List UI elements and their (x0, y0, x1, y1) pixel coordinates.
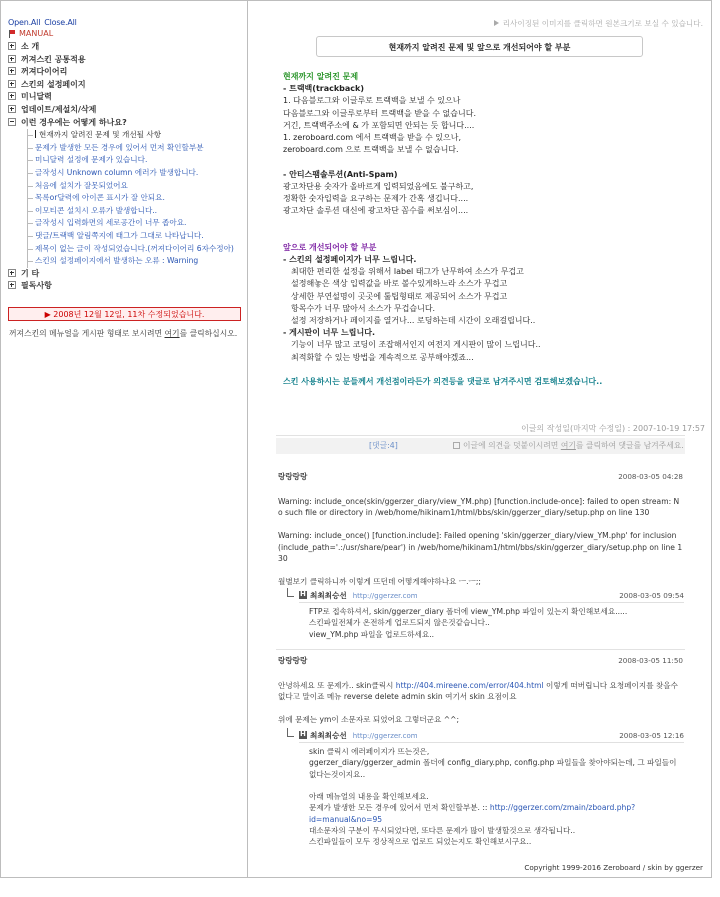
collapse-icon (8, 118, 16, 126)
reply-line: FTP로 접속하셔서, skin/ggerzer_diary 폴더에 view_YM.php 파일이 있는지 확인해보세요..... (309, 607, 628, 616)
note-text: 를 클릭하십시오. (179, 329, 238, 338)
article-line: zeroboard.com 으로 트랙백을 보낼 수 없습니다. (283, 145, 459, 155)
comment-author: 랑랑랑랑 (278, 656, 308, 665)
spacer (278, 703, 683, 715)
comment-bar (276, 438, 685, 454)
divider (276, 435, 685, 436)
board-view-link[interactable]: 여기 (164, 329, 180, 338)
subitem-label: 현재까지 알려진 문제 및 개선될 사항 (39, 130, 162, 140)
reply-url[interactable]: http://ggerzer.com (352, 592, 418, 600)
comment-reply (299, 730, 684, 848)
hint-text: 이글에 의견을 덧붙이시려면 (463, 441, 561, 450)
article-line: 설정 저장하거나 페이지를 열거나... 로딩하는데 시간이 오래걸립니다.. (291, 316, 536, 326)
reply-line: ggerzer_diary/ggerzer_admin 폴더에 config_diary.php, config.php 파일들을 찾아야되는데, 그 파일들이 없다는것이지요.. (309, 758, 677, 779)
article-line: 거긴, 트랙백주소에 & 가 포함되면 안되는 듯 합니다.... (283, 120, 475, 130)
article-line: 다음블로그와 이글루로부터 트랙백을 받을 수 없습니다. (283, 108, 476, 118)
subitem-label: 글작성시 입력화면의 세로공간이 너무 좁아요. (35, 218, 187, 228)
copyright: Copyright 1999-2016 Zeroboard / skin by ggerzer (524, 863, 703, 872)
subitem[interactable] (25, 243, 250, 256)
spacer (283, 217, 683, 229)
manual-link[interactable]: http://ggerzer.com/zmain/zboard.php?id=manual&no=95 (309, 803, 636, 824)
closing-note: 스킨 사용하시는 분들께서 개선점이라든가 의견등을 댓글로 남겨주시면 검토해보겠습니다.. (283, 377, 603, 387)
tree-item-label: 꺼져다이어리 (21, 67, 68, 77)
article-line: 최대한 편리한 설정을 위해서 label 태그가 난무하여 소스가 무겁고 (291, 267, 524, 277)
subitem-label: 제목이 없는 글이 작성되었습니다.(꺼져다이어리 6자수정아) (35, 243, 234, 253)
comment-reply (299, 590, 684, 640)
comment-line: Warning: include_once() [function.include]: Failed opening 'skin/ggerzer_diary/view_YM.php' for inclusion (include_path='.:/usr/share/pear') in /web/home/hikinam1/html/bbs/skin/ggerzer_diary/setup.php on line 130 (278, 531, 683, 563)
article-line: 정확한 숫자입력을 요구하는 문제가 간혹 생깁니다.... (283, 194, 469, 204)
expand-icon (8, 80, 16, 88)
subitem-label: 스킨의 설정페이지에서 발생하는 오류 : Warning (35, 256, 199, 266)
comment-write-link[interactable]: 여기 (560, 441, 576, 450)
article-line: 1. zeroboard.com 에서 트랙백을 받을 수 있으나, (283, 133, 462, 143)
homepage-icon[interactable] (299, 591, 307, 599)
comment-date: 2008-03-05 11:50 (618, 656, 683, 665)
tree-item-label: 꺼져스킨 공통적용 (21, 54, 86, 64)
note-text: 꺼져스킨의 메뉴얼을 게시판 형태로 보시려면 (9, 329, 165, 338)
tree-item-must-read[interactable] (8, 280, 248, 293)
reply-line: 스킨파일들이 모두 정상적으로 업로드 되었는지도 확인해보시구요.. (309, 837, 532, 847)
reply-line: 아래 메뉴얼의 내용을 확인해보세요. (309, 792, 429, 802)
main-content (249, 1, 711, 877)
article-line: 항목수가 너무 많아서 소스가 무겁습니다. (291, 303, 436, 313)
tree-item-label: 기 타 (21, 268, 40, 278)
reply-text (299, 606, 684, 640)
reply-line: 스킨파일전체가 온전하게 업로드되지 않은것같습니다.. (309, 618, 490, 628)
spacer (283, 230, 683, 242)
error-page-link[interactable]: http://404.mireene.com/error/404.html (395, 680, 544, 690)
article-line: 최적화할 수 있는 방법을 계속적으로 공부해야겠죠... (291, 352, 474, 362)
post-date: 이글의 작성일(마지막 수정일) : 2007-10-19 17:57 (521, 424, 705, 433)
resize-hint (494, 18, 703, 29)
subitem-label: 처음에 설치가 잘못되었어요 (35, 180, 128, 190)
subitem[interactable] (25, 230, 250, 243)
expand-icon (8, 105, 16, 113)
spacer (278, 519, 683, 531)
subitem-label: 목록or달력에 아이콘 표시가 잘 안되요. (35, 193, 165, 203)
spacer (309, 780, 684, 791)
reply-header (299, 590, 684, 603)
tree-item-faq[interactable] (8, 117, 248, 130)
open-all-link[interactable]: Open.All (8, 18, 41, 27)
flag-icon (9, 30, 15, 37)
subsection-heading: - 게시판이 너무 느립니다. (283, 328, 375, 338)
manual-tree (8, 41, 248, 293)
reply-date: 2008-03-05 12:16 (619, 731, 684, 740)
faq-subtree (25, 129, 250, 268)
article-line: 광고차단용 숫자가 올바르게 입력되었음에도 불구하고, (283, 181, 474, 191)
spacer (283, 364, 683, 376)
expand-icon (8, 281, 16, 289)
article-line: 1. 다음블로그와 이글루로 트랙백을 보낼 수 있으나 (283, 96, 461, 106)
article-body (283, 71, 683, 388)
reply-arrow-icon (287, 728, 294, 737)
tree-item-label: 스킨의 설정페이지 (21, 79, 86, 89)
tree-item-label: 필독사항 (21, 281, 52, 291)
reply-text-part: 문제가 발생한 모든 경우에 있어서 먼저 확인할부분. :: (309, 803, 490, 813)
expand-icon (8, 67, 16, 75)
reply-arrow-icon (287, 588, 294, 597)
tree-item-settings-page[interactable] (8, 79, 248, 92)
subitem-label: 이모티콘 설치시 오류가 발생합니다.. (35, 205, 158, 215)
subitem-current[interactable] (25, 129, 250, 142)
hint-text: 리사이징된 이미지를 클릭하면 원본크기로 보실 수 있습니다. (502, 19, 703, 28)
checkbox-icon (453, 442, 460, 449)
subitem[interactable] (25, 217, 250, 230)
expand-icon (8, 55, 16, 63)
section-heading: 현재까지 알려진 문제 (283, 72, 359, 81)
comment-line: 위에 문제는 ym이 소문자로 되었어요 그렇더군요 ^^; (278, 715, 460, 724)
reply-author: 최최최승선 (310, 731, 347, 740)
comment-date: 2008-03-05 04:28 (618, 472, 683, 481)
subitem-label: 글작성시 Unknown column 에러가 발생합니다. (35, 167, 199, 177)
tree-item-etc[interactable] (8, 268, 248, 281)
reply-line: skin 클릭시 에러페이지가 뜨는것은, (309, 747, 430, 756)
subitem[interactable] (25, 180, 250, 193)
divider (276, 649, 685, 650)
subitem[interactable] (25, 142, 250, 155)
subitem-label: 미니달력 설정에 문제가 있습니다. (35, 155, 148, 165)
subitem[interactable] (25, 154, 250, 167)
comment-text-part: 이렇게 떠버립니다 요청페이지를 찾을수 없다고 말이죠 메뉴 reverse delete admin skin 여기서 skin 요점이요 (278, 680, 678, 701)
reply-author: 최최최승선 (310, 591, 347, 600)
tree-item-diary[interactable] (8, 66, 248, 79)
reply-header (299, 730, 684, 743)
subitem[interactable] (25, 255, 250, 268)
tree-item-intro[interactable] (8, 41, 248, 54)
reply-line: 대소문자의 구분이 무시되었다면, 또다른 문제가 많이 발생할것으로 생각됩니다.. (309, 826, 576, 836)
reply-text (299, 746, 684, 848)
reply-line: view_YM.php 파일을 업로드하세요.. (309, 629, 435, 639)
homepage-icon[interactable] (299, 731, 307, 739)
tree-item-common[interactable] (8, 54, 248, 67)
comment-text (278, 680, 683, 726)
subsection-heading: - 스킨의 설정페이지가 너무 느립니다. (283, 255, 417, 265)
section-heading: 앞으로 개선되어야 할 부분 (283, 242, 377, 252)
tree-item-label: 이런 경우에는 어떻게 하나요? (21, 117, 127, 127)
manual-root[interactable] (9, 29, 53, 38)
article-title: 현재까지 알려진 문제 및 앞으로 개선되어야 할 부분 (316, 36, 643, 57)
subitem[interactable] (25, 205, 250, 218)
reply-date: 2008-03-05 09:54 (619, 591, 684, 600)
article-line: 상세한 부연설명이 곳곳에 툴팁형태로 제공되어 소스가 무겁고 (291, 291, 508, 301)
comment-line: Warning: include_once(skin/ggerzer_diary/view_YM.php) [function.include-once]: failed to open stream: No such file or directory in /web/home/hikinam1/html/bbs/skin/ggerzer_diary/setup.php on line 130 (278, 496, 680, 517)
comment-count: [댓글:4] (369, 441, 398, 450)
comment-author: 랑랑랑랑 (278, 472, 308, 481)
tree-item-mini-calendar[interactable] (8, 91, 248, 104)
hint-text: 를 클릭하여 댓글를 남겨주세요. (575, 441, 684, 450)
subsection-heading: - 트랙백(trackback) (283, 84, 365, 94)
tree-item-label: 업데이트/제설치/삭제 (21, 104, 97, 114)
subitem[interactable] (25, 167, 250, 180)
comment (278, 471, 683, 588)
article-line: 설정해놓은 색상 입력값을 바로 볼수있게하느라 소스가 무겁고 (291, 279, 508, 289)
comment-text-part: 안녕하세요 또 문제가.. skin클릭시 (278, 680, 396, 690)
manual-label: MANUAL (19, 29, 54, 38)
comment (278, 655, 683, 726)
tree-controls (8, 18, 81, 27)
reply-url[interactable]: http://ggerzer.com (352, 732, 418, 740)
subitem[interactable] (25, 192, 250, 205)
triangle-icon (494, 20, 499, 26)
spacer (278, 565, 683, 577)
update-notice: ▶ 2008년 12월 12일, 11차 수정되었습니다. (8, 307, 241, 321)
tree-item-label: 소 개 (21, 42, 40, 51)
article-line: 기능이 너무 많고 코딩이 조잡해서인지 여전지 게시판이 많이 느립니다.. (291, 340, 541, 350)
current-marker-icon (35, 130, 36, 138)
spacer (283, 156, 683, 168)
article-line: 광고차단 솔루션 대신에 광고차단 꼼수를 써보심이.... (283, 206, 469, 216)
reply-line (309, 802, 684, 825)
subitem-label: 문제가 발생한 모든 경우에 있어서 먼저 확인할부분 (35, 142, 204, 152)
comment-line: 월별보기 클릭하니까 이렇게 뜨던데 어떻게해야하나요 ㅡ.ㅡ;; (278, 577, 481, 586)
comment-write-hint (453, 438, 684, 454)
expand-icon (8, 92, 16, 100)
subsection-heading: - 안티스팸솔루션(Anti-Spam) (283, 169, 398, 179)
close-all-link[interactable]: Close.All (44, 18, 77, 27)
sidebar (1, 1, 248, 877)
expand-icon (8, 42, 16, 50)
subitem-label: 댓글/트랙백 알림쪽지에 태그가 그대로 나타납니다. (35, 230, 204, 240)
comment-line (278, 680, 683, 703)
expand-icon (8, 269, 16, 277)
board-view-note (9, 328, 237, 339)
comment-text (278, 496, 683, 588)
tree-item-label: 미니달력 (21, 92, 52, 102)
tree-item-update[interactable] (8, 104, 248, 117)
